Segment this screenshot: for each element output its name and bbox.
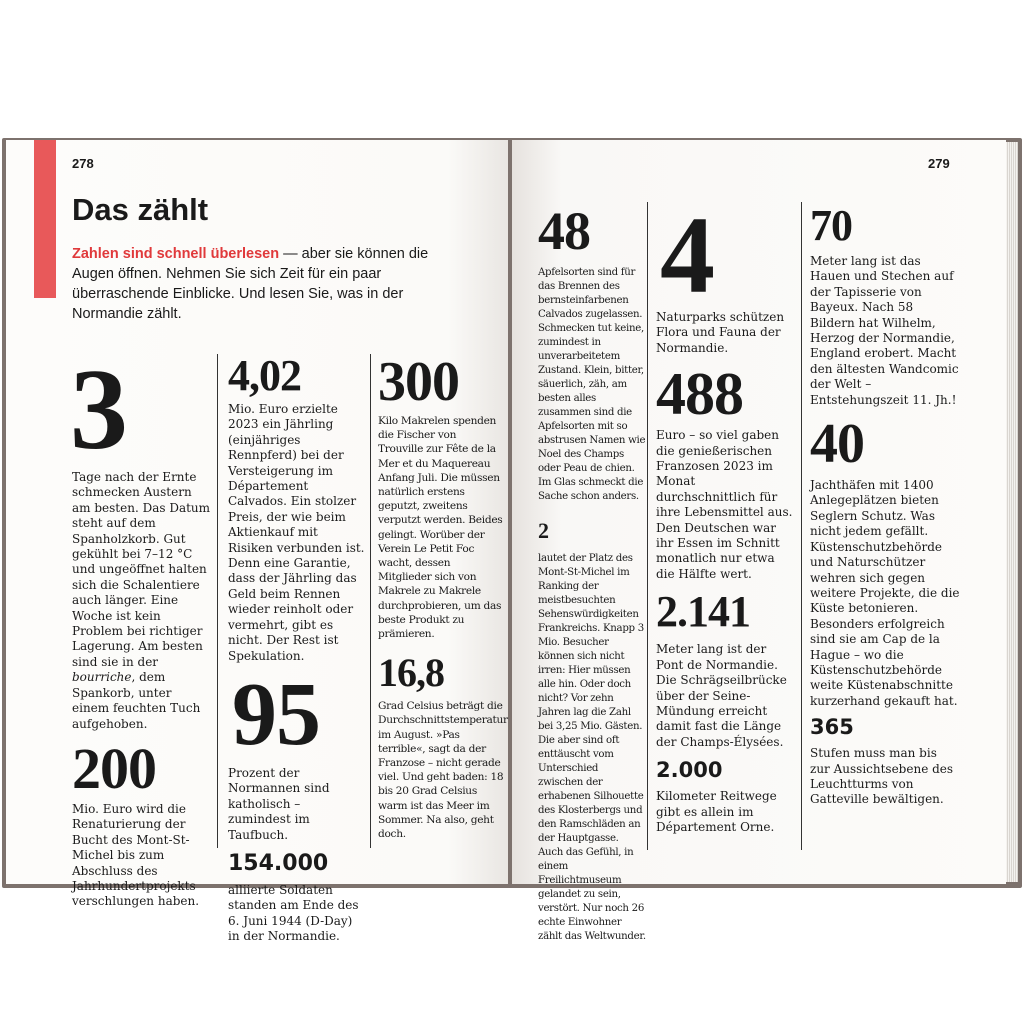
fact-number: 200 <box>72 735 156 801</box>
fact-text: lautet der Platz des Mont-St-Michel im Ranking der meistbesuchten Sehenswürdigkeiten Frankreichs. Knapp 3 Mio. Besucher können sich nicht irren: Hier müssen alle hin. Oder doch nicht? Vor zehn Jahren lag die Zahl bei 3,25 Mio. Gästen. Die aber sind oft enttäuscht vom Unterschied zwischen der erhabenen Silhouette des Klosterbergs und den Ramschläden an der Hauptgasse. Auch das Gefühl, in einem Freilichtmuseum gelandet zu sein, verstört. Nur noch 26 echte Einwohner zählt das Weltwunder. <box>538 553 646 942</box>
fact-text: Prozent der Normannen sind katholisch – zumindest im Taufbuch. <box>228 765 330 842</box>
fact-number: 4,02 <box>228 351 301 400</box>
fact-488 <box>656 361 796 582</box>
fact-text: Meter lang ist das Hauen und Stechen auf der Tapisserie von Bayeux. Nach 58 Bildern hat Wilhelm, Herzog der Normandie, England erobert. Macht den ältesten Wandcomic der Welt – Entstehungszeit 11. Jh.! <box>810 254 959 407</box>
page-edges <box>1004 142 1018 882</box>
fact-text: Kilometer Reitwege gibt es allein im Département Orne. <box>656 789 777 834</box>
fact-text: alliierte Soldaten standen am Ende des 6. Juni 1944 (D-Day) in der Normandie. <box>228 882 359 944</box>
fact-365 <box>810 717 960 808</box>
fact-text: Jachthäfen mit 1400 Anlegeplätzen bieten Seglern Schutz. Was nicht jedem gefällt. Küstenschutzbehörde und Naturschützer wehren sich gegen weitere Projekte, die die Küste betonieren. Besonders erfolgreich sind sie am Cap de la Hague – wo die Küstenschutzbehörde weite Küstenabschnitte kurzerhand gekauft hat. <box>810 478 960 708</box>
fact-4-02 <box>228 351 366 664</box>
fact-number: 2.000 <box>656 758 723 783</box>
page-number-left: 278 <box>72 156 94 171</box>
fact-48 <box>538 201 646 504</box>
fact-column-3 <box>810 201 960 808</box>
fact-number: 3 <box>70 346 127 474</box>
column-divider <box>801 202 802 850</box>
right-page <box>512 140 1006 942</box>
fact-number: 488 <box>656 361 743 428</box>
fact-2 <box>538 520 646 944</box>
column-divider <box>217 354 218 848</box>
fact-text-part: , dem Spankorb, unter einem feuchten Tuch aufgehoben. <box>72 670 201 731</box>
fact-number: 2.141 <box>656 587 750 637</box>
fact-3 <box>70 346 212 732</box>
fact-number: 16,8 <box>378 650 444 696</box>
fact-column-1 <box>538 201 646 944</box>
fact-text <box>72 470 212 732</box>
fact-column-1 <box>70 346 212 910</box>
fact-number: 70 <box>810 201 852 250</box>
fact-number: 365 <box>810 715 854 740</box>
fact-text: Mio. Euro wird die Renaturierung der Bucht des Mont-St-Michel bis zum Abschluss des Jahrhundertprojekts verschlungen haben. <box>72 801 200 909</box>
intro-paragraph <box>72 244 468 324</box>
fact-2000 <box>656 760 796 835</box>
intro-highlight: Zahlen sind schnell überlesen <box>72 246 280 262</box>
fact-column-2 <box>228 351 366 945</box>
page-number-right: 279 <box>928 156 950 171</box>
fact-text: Grad Celsius beträgt die Durchschnittstemperatur im August. »Pas terrible«, sagt da der Franzose – nicht gerade viel. Und geht baden: 18 bis 20 Grad Celsius warm ist das Meer im Sommer. Na also, geht doch. <box>378 700 508 841</box>
fact-300 <box>378 351 504 641</box>
fact-154000 <box>228 850 366 945</box>
red-accent-bar <box>34 140 56 298</box>
fact-text-part: Tage nach der Ernte schmecken Austern am besten. Das Datum steht auf dem Spanholzkorb. Gut gekühlt bei 7–12 °C und ungeöffnet halten sich die Schalentiere auch länger. Eine Woche ist kein Problem bei richtiger Lagerung. Am besten sind sie in der <box>72 470 211 669</box>
fact-number: 2 <box>538 518 548 543</box>
fact-4 <box>656 194 796 356</box>
fact-number: 154.000 <box>228 850 329 876</box>
fact-number: 40 <box>810 413 864 476</box>
fact-2141 <box>656 587 796 750</box>
fact-text: Kilo Makrelen spenden die Fischer von Trouville zur Fête de la Mer et du Maquereau Anfang Juli. Die müssen natürlich erstens geputzt, zweitens verputzt werden. Beides gelingt. Worüber der Verein Le Petit Foc wacht, dessen Mitglieder sich von Makrele zu Makrele durchprobieren, um das beste Produkt zu prämieren. <box>378 415 503 641</box>
fact-200 <box>72 735 212 910</box>
fact-number: 300 <box>378 351 459 413</box>
page-title: Das zählt <box>72 192 209 227</box>
fact-column-2 <box>656 194 796 835</box>
fact-text-italic: bourriche <box>72 670 132 685</box>
left-page <box>6 140 508 944</box>
fact-70 <box>810 201 960 408</box>
fact-95 <box>228 664 366 843</box>
fact-text: Mio. Euro erzielte 2023 ein Jährling (einjähriges Rennpferd) bei der Versteigerung im Département Calvados. Ein stolzer Preis, der wie beim Aktienkauf mit Risiken verbunden ist. Denn eine Garantie, dass der Jährling das Geld beim Rennen wieder reinholt oder vermehrt, gibt es nicht. Der Rest ist Spekulation. <box>228 402 365 663</box>
intro-text: — aber sie können die Augen öffnen. Nehmen Sie sich Zeit für ein paar überraschende Einblicke. Und lesen Sie, was in der Normandie zählt. <box>72 246 429 322</box>
fact-text: Euro – so viel gaben die genießerischen Franzosen 2023 im Monat durchschnittlich für ihre Lebensmittel aus. Den Deutschen war ihr Essen im Schnitt monatlich nur etwa die Hälfte wert. <box>656 428 793 581</box>
fact-text: Stufen muss man bis zur Aussichtsebene des Leuchtturms von Gatteville bewältigen. <box>810 746 954 807</box>
fact-column-3 <box>378 351 508 841</box>
fact-text: Naturparks schützen Flora und Fauna der Normandie. <box>656 310 785 355</box>
fact-text: Apfelsorten sind für das Brennen des bernsteinfarbenen Calvados zugelassen. Schmecken tut keine, zumindest in unverarbeitetem Zustand. Klein, bitter, säuerlich, zäh, am besten alles zusammen sind die Apfelsorten mit so abstrusen Namen wie Noel des Champs oder Peau de chien. Im Glas schmeckt die Sache schon anders. <box>538 267 646 502</box>
fact-40 <box>810 413 960 709</box>
fact-text: Meter lang ist der Pont de Normandie. Die Schrägseilbrücke über der Seine-Mündung erreicht damit fast die Länge der Champs-Élysées. <box>656 642 787 749</box>
fact-16-8 <box>378 650 508 841</box>
column-divider <box>647 202 648 850</box>
fact-number: 48 <box>538 201 590 261</box>
fact-number: 95 <box>232 664 320 764</box>
fact-number: 4 <box>660 194 714 316</box>
column-divider <box>370 354 371 848</box>
